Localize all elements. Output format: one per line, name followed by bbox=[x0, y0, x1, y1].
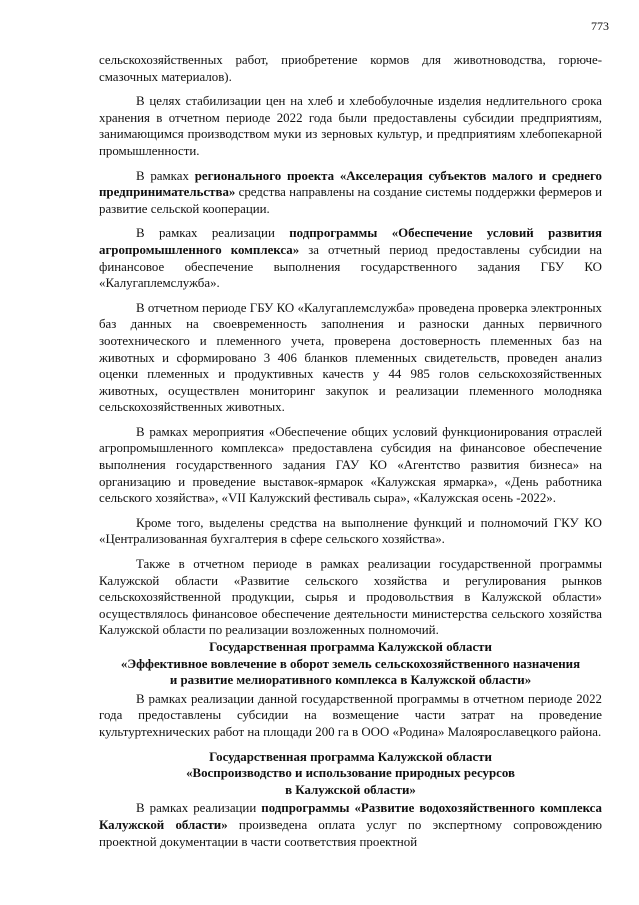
paragraph-bread-subsidies: В целях стабилизации цен на хлеб и хлебобулочные изделия недлительного срока хранения в отчетном периоде 2022 года были предоставлены субсидии предприятиям, занимающимся производством муки из зерновых культур, и предприятиям хлебопекарной промышленности. bbox=[99, 94, 602, 158]
heading-line: «Воспроизводство и использование природных ресурсов bbox=[186, 766, 515, 781]
bold-subprogram-name: подпрограммы «Обеспечение условий развития агропромышленного комплекса» bbox=[99, 226, 602, 257]
text-run: В рамках bbox=[136, 168, 195, 183]
paragraph-accounting: Кроме того, выделены средства на выполнение функций и полномочий ГКУ КО «Централизованная бухгалтерия в сфере сельского хозяйства». bbox=[99, 515, 602, 547]
heading-line: и развитие мелиоративного комплекса в Калужской области» bbox=[169, 673, 532, 688]
paragraph-fairs: В рамках мероприятия «Обеспечение общих условий функционирования отраслей агропромышленного комплекса» предоставлена субсидия на финансовое обеспечение выполнения государственного задания ГАУ КО «Агентство развития бизнеса» на организацию и проведение выставок-ярмарок «Калужская ярмарка», «День работника сельского хозяйства», «VII Калужский фестиваль сыра», «Калужская осень -2022». bbox=[99, 424, 602, 506]
heading-line: «Эффективное вовлечение в оборот земель сельскохозяйственного назначения bbox=[120, 656, 581, 671]
document-body bbox=[99, 52, 602, 858]
text-run: средства направлены на создание системы поддержки фермеров и развитие сельской кооперации. bbox=[99, 185, 602, 216]
paragraph-continued: сельскохозяйственных работ, приобретение кормов для животноводства, горюче-смазочных материалов). bbox=[99, 53, 602, 84]
paragraph-water-subprogram bbox=[99, 800, 602, 850]
heading-line: в Калужской области» bbox=[285, 782, 416, 797]
heading-line: Государственная программа Калужской области bbox=[209, 640, 492, 654]
paragraph-breeding-service: В отчетном периоде ГБУ КО «Калугаплемслужба» проведена проверка электронных баз данных на своевременность заполнения и разноски данных первичного зоотехнического и племенного учета, проверена достоверность племенных баз на животных и сформировано 3 406 бланков племенных свидетельств, проведен анализ оценки племенных и продуктивных качеств у 44 985 голов сельскохозяйственных животных, осуществлен мониторинг закупок и реализации племенного молодняка сельскохозяйственных животных. bbox=[99, 300, 602, 415]
section-heading-land bbox=[99, 639, 602, 689]
section-heading-natural-resources bbox=[99, 749, 602, 799]
text-run: В рамках реализации bbox=[136, 226, 290, 241]
text-run: В рамках реализации bbox=[136, 801, 262, 816]
bold-subprogram-name: подпрограммы «Развитие водохозяйственного комплекса Калужской области» bbox=[99, 801, 603, 832]
paragraph-agro-subprogram bbox=[99, 225, 602, 291]
bold-project-name: регионального проекта «Акселерация субъектов малого и среднего предпринимательства» bbox=[99, 168, 603, 200]
text-run: произведена оплата услуг по экспертному сопровождению проектной документации в части соответствия проектной bbox=[99, 817, 602, 849]
heading-line: Государственная программа Калужской области bbox=[209, 749, 492, 764]
page-number: 773 bbox=[591, 19, 609, 33]
text-run: за отчетный период предоставлены субсидии на финансовое обеспечение выполнения государственного задания ГБУ КО «Калугаплемслужба». bbox=[99, 242, 602, 291]
paragraph-land-subsidies: В рамках реализации данной государственной программы в отчетном периоде 2022 года предоставлены субсидии на возмещение части затрат на проведение культуртехнических работ на площади 200 га в ООО «Родина» Малоярославецкого района. bbox=[99, 691, 602, 739]
paragraph-ministry: Также в отчетном периоде в рамках реализации государственной программы Калужской области «Развитие сельского хозяйства и регулирования рынков сельскохозяйственной продукции, сырья и продовольствия в Калужской области» осуществлялось финансовое обеспечение деятельности министерства сельского хозяйства Калужской области по реализации возложенных полномочий. bbox=[99, 557, 602, 638]
paragraph-regional-project bbox=[99, 168, 602, 218]
